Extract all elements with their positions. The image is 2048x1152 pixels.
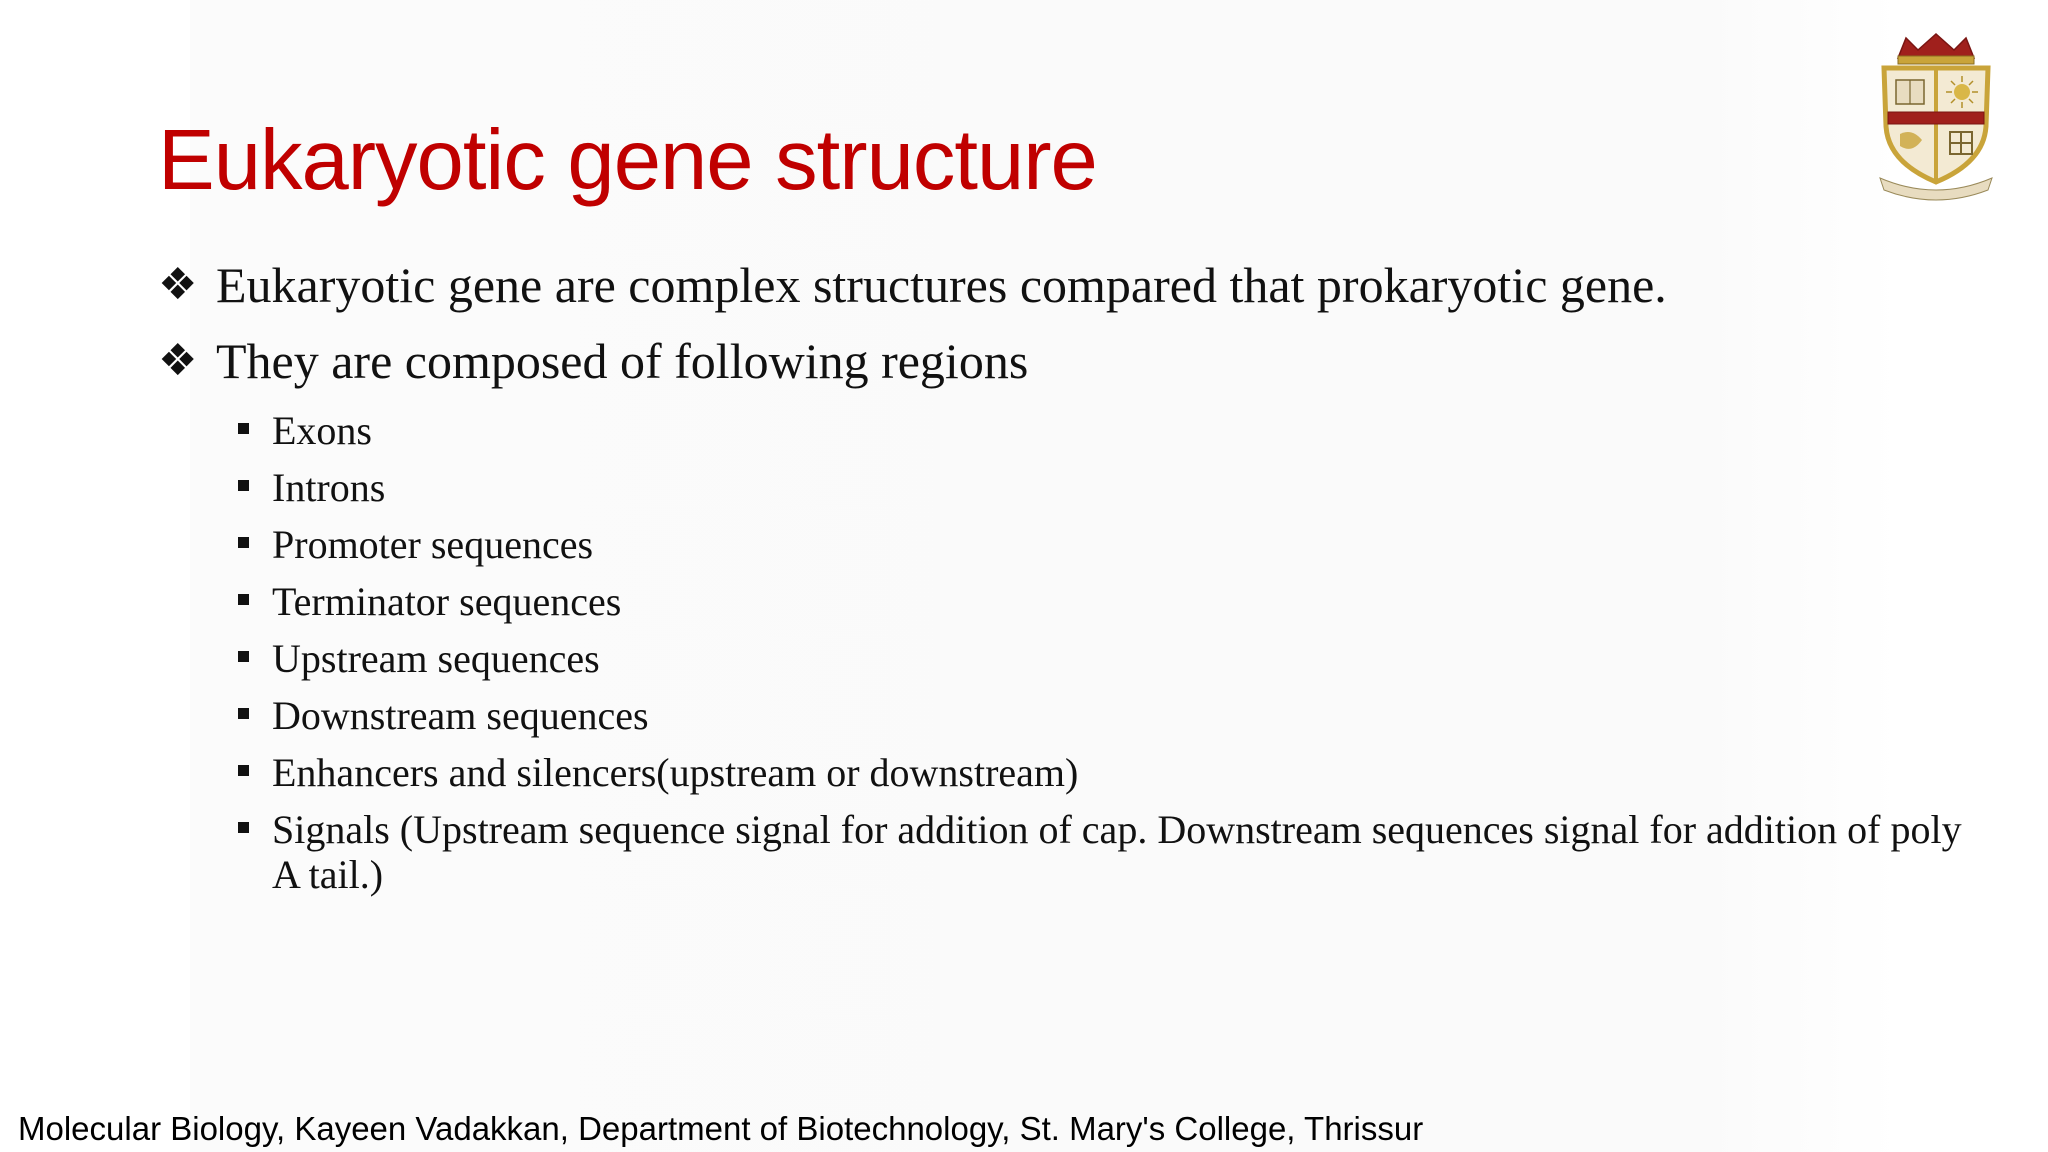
sub-bullet-text: Terminator sequences (272, 579, 622, 624)
square-bullet-icon (238, 537, 249, 548)
square-bullet-icon (238, 651, 249, 662)
sub-bullet-text: Signals (Upstream sequence signal for addition of cap. Downstream sequences signal for addition of poly A tail.) (272, 807, 1962, 897)
sub-bullet-text: Enhancers and silencers(upstream or downstream) (272, 750, 1079, 795)
footer-credit: Molecular Biology, Kayeen Vadakkan, Department of Biotechnology, St. Mary's College, Thrissur (18, 1110, 1424, 1147)
sub-bullet-item (158, 465, 1978, 510)
sub-bullet-item (158, 579, 1978, 624)
bullet-text: Eukaryotic gene are complex structures compared that prokaryotic gene. (216, 257, 1667, 313)
sub-bullet-text: Introns (272, 465, 386, 510)
diamond-bullet-icon: ❖ (158, 335, 198, 386)
sub-bullet-list (158, 408, 1978, 897)
square-bullet-icon (238, 594, 249, 605)
diamond-bullet-icon: ❖ (158, 259, 198, 310)
sub-bullet-item (158, 807, 1978, 897)
bullet-item (158, 256, 1978, 314)
sub-bullet-text: Downstream sequences (272, 693, 649, 738)
sub-bullet-item (158, 408, 1978, 453)
square-bullet-icon (238, 480, 249, 491)
sub-bullet-text: Promoter sequences (272, 522, 594, 567)
square-bullet-icon (238, 708, 249, 719)
sub-bullet-item (158, 750, 1978, 795)
square-bullet-icon (238, 765, 249, 776)
sub-bullet-item (158, 693, 1978, 738)
slide-title: Eukaryotic gene structure (158, 113, 1097, 208)
sub-bullet-text: Exons (272, 408, 372, 453)
square-bullet-icon (238, 822, 249, 833)
sub-bullet-item (158, 522, 1978, 567)
sub-bullet-text: Upstream sequences (272, 636, 600, 681)
bullet-text: They are composed of following regions (216, 333, 1029, 389)
sub-bullet-item (158, 636, 1978, 681)
bullet-list (158, 256, 1978, 909)
bullet-item (158, 332, 1978, 390)
college-crest-icon (1876, 30, 1996, 202)
square-bullet-icon (238, 423, 249, 434)
